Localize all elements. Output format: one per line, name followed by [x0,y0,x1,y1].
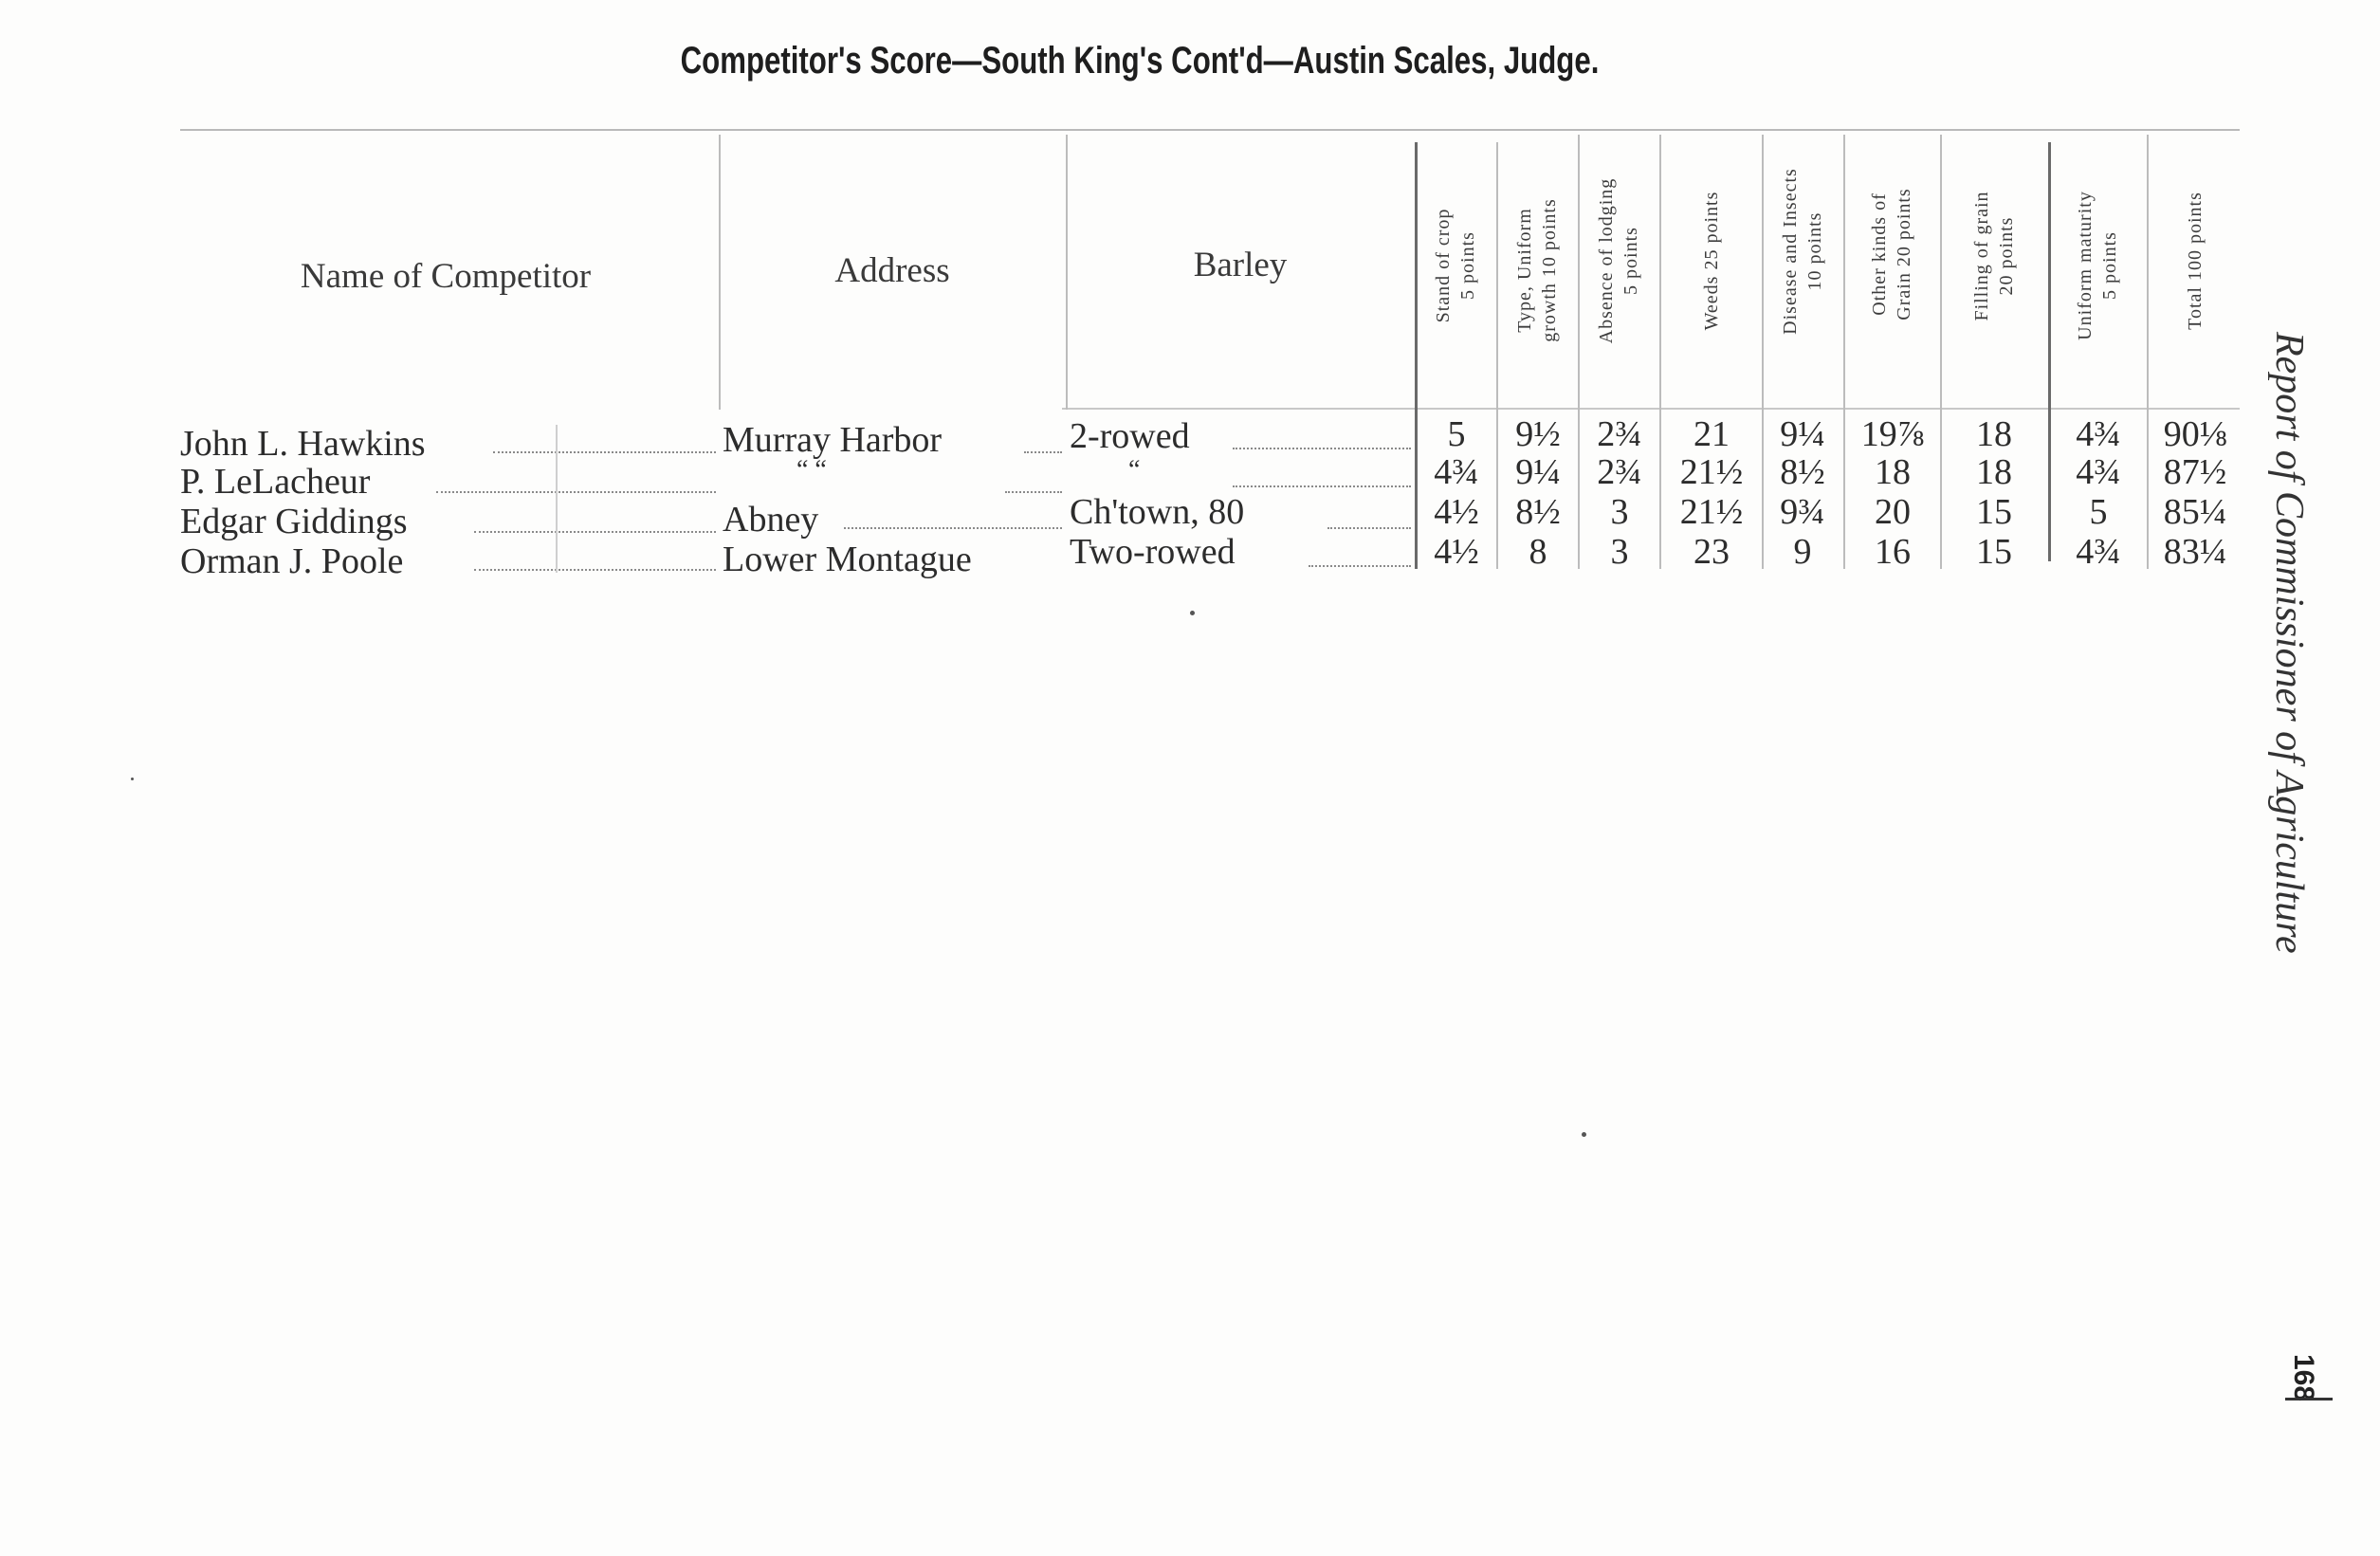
barley-variety: 2-rowed [1070,416,1190,456]
dotted-leader [1233,485,1411,487]
competitor-name: Edgar Giddings [180,502,408,541]
competitor-address: Murray Harbor [723,420,943,460]
score-other-grain: 19⅞ [1860,414,1925,454]
score-weeds: 21½ [1679,492,1744,532]
score-type: 8½ [1515,492,1561,532]
dotted-leader [493,451,716,453]
header-weeds: Weeds 25 points [1701,191,1722,331]
score-disease: 8½ [1780,452,1825,492]
score-disease: 9¼ [1780,414,1825,454]
print-speck [131,778,134,780]
running-header: Report of Commissioner of Agriculture [2267,332,2311,954]
header-other-kinds-of-grain: Other kinds of Grain 20 points [1869,188,1914,320]
dotted-leader [474,531,716,533]
score-stand: 5 [1447,414,1466,454]
column-divider [556,425,558,573]
column-divider [2048,142,2051,561]
score-type: 8 [1529,532,1547,572]
dotted-leader [474,569,716,571]
score-weeds: 21½ [1679,452,1744,492]
score-type: 9½ [1515,414,1561,454]
score-lodging: 3 [1610,492,1629,532]
score-type: 9¼ [1515,452,1561,492]
score-filling: 18 [1976,452,2012,492]
header-name: Name of Competitor [300,257,592,296]
table-top-rule [180,129,2240,131]
column-divider [1940,135,1942,569]
score-maturity: 4¾ [2076,414,2121,454]
dotted-leader [1233,448,1411,449]
score-maturity: 5 [2089,492,2108,532]
dotted-leader [1005,491,1062,493]
dotted-leader [1327,527,1411,529]
dotted-leader [1309,565,1411,567]
header-absence-of-lodging: Absence of lodging 5 points [1596,177,1641,344]
page-number: 168 [2288,1354,2319,1402]
score-filling: 15 [1976,492,2012,532]
barley-variety: Two-rowed [1070,532,1236,572]
score-total: 87½ [2163,452,2227,492]
competitor-name: P. LeLacheur [180,462,371,502]
column-divider [2147,135,2149,569]
competitor-address: “ “ [796,455,827,485]
print-speck [1190,611,1195,615]
page-title: Competitor's Score—South King's Cont'd—Austin Scales, Judge. [680,40,1600,82]
score-filling: 18 [1976,414,2012,454]
score-total: 85¼ [2163,492,2227,532]
competitor-name: Orman J. Poole [180,541,404,581]
score-stand: 4½ [1434,492,1479,532]
header-type-uniform-growth: Type, Uniform growth 10 points [1514,198,1560,342]
dotted-leader [844,527,1062,529]
score-stand: 4¾ [1434,452,1479,492]
score-weeds: 21 [1693,414,1730,454]
dotted-leader [1024,451,1062,453]
header-variety: Barley [1193,246,1288,284]
header-bottom-rule [1062,408,2240,410]
header-stand-of-crop: Stand of crop 5 points [1433,208,1478,323]
score-maturity: 4¾ [2076,452,2121,492]
score-disease: 9 [1793,532,1812,572]
score-other-grain: 20 [1875,492,1911,532]
score-other-grain: 16 [1875,532,1911,572]
score-filling: 15 [1976,532,2012,572]
header-total: Total 100 points [2185,192,2206,330]
score-total: 83¼ [2163,532,2227,572]
dotted-leader [436,491,716,493]
header-uniform-maturity: Uniform maturity 5 points [2075,191,2120,340]
page-number-rule [2285,1398,2333,1400]
score-other-grain: 18 [1875,452,1911,492]
score-lodging: 2¾ [1597,414,1642,454]
header-disease-and-insects: Disease and Insects 10 points [1780,168,1825,335]
barley-variety: “ [1128,455,1141,485]
print-speck [1582,1132,1586,1137]
score-lodging: 2¾ [1597,452,1642,492]
competitor-name: John L. Hawkins [180,424,426,464]
competitor-address: Lower Montague [723,540,972,579]
score-stand: 4½ [1434,532,1479,572]
score-lodging: 3 [1610,532,1629,572]
competitor-address: Abney [723,500,819,540]
score-total: 90⅛ [2163,414,2227,454]
score-weeds: 23 [1693,532,1730,572]
header-address: Address [834,251,950,290]
score-maturity: 4¾ [2076,532,2121,572]
score-disease: 9¾ [1780,492,1825,532]
header-filling-of-grain: Filling of grain 20 points [1971,191,2017,321]
barley-variety: Ch'town, 80 [1070,492,1245,532]
